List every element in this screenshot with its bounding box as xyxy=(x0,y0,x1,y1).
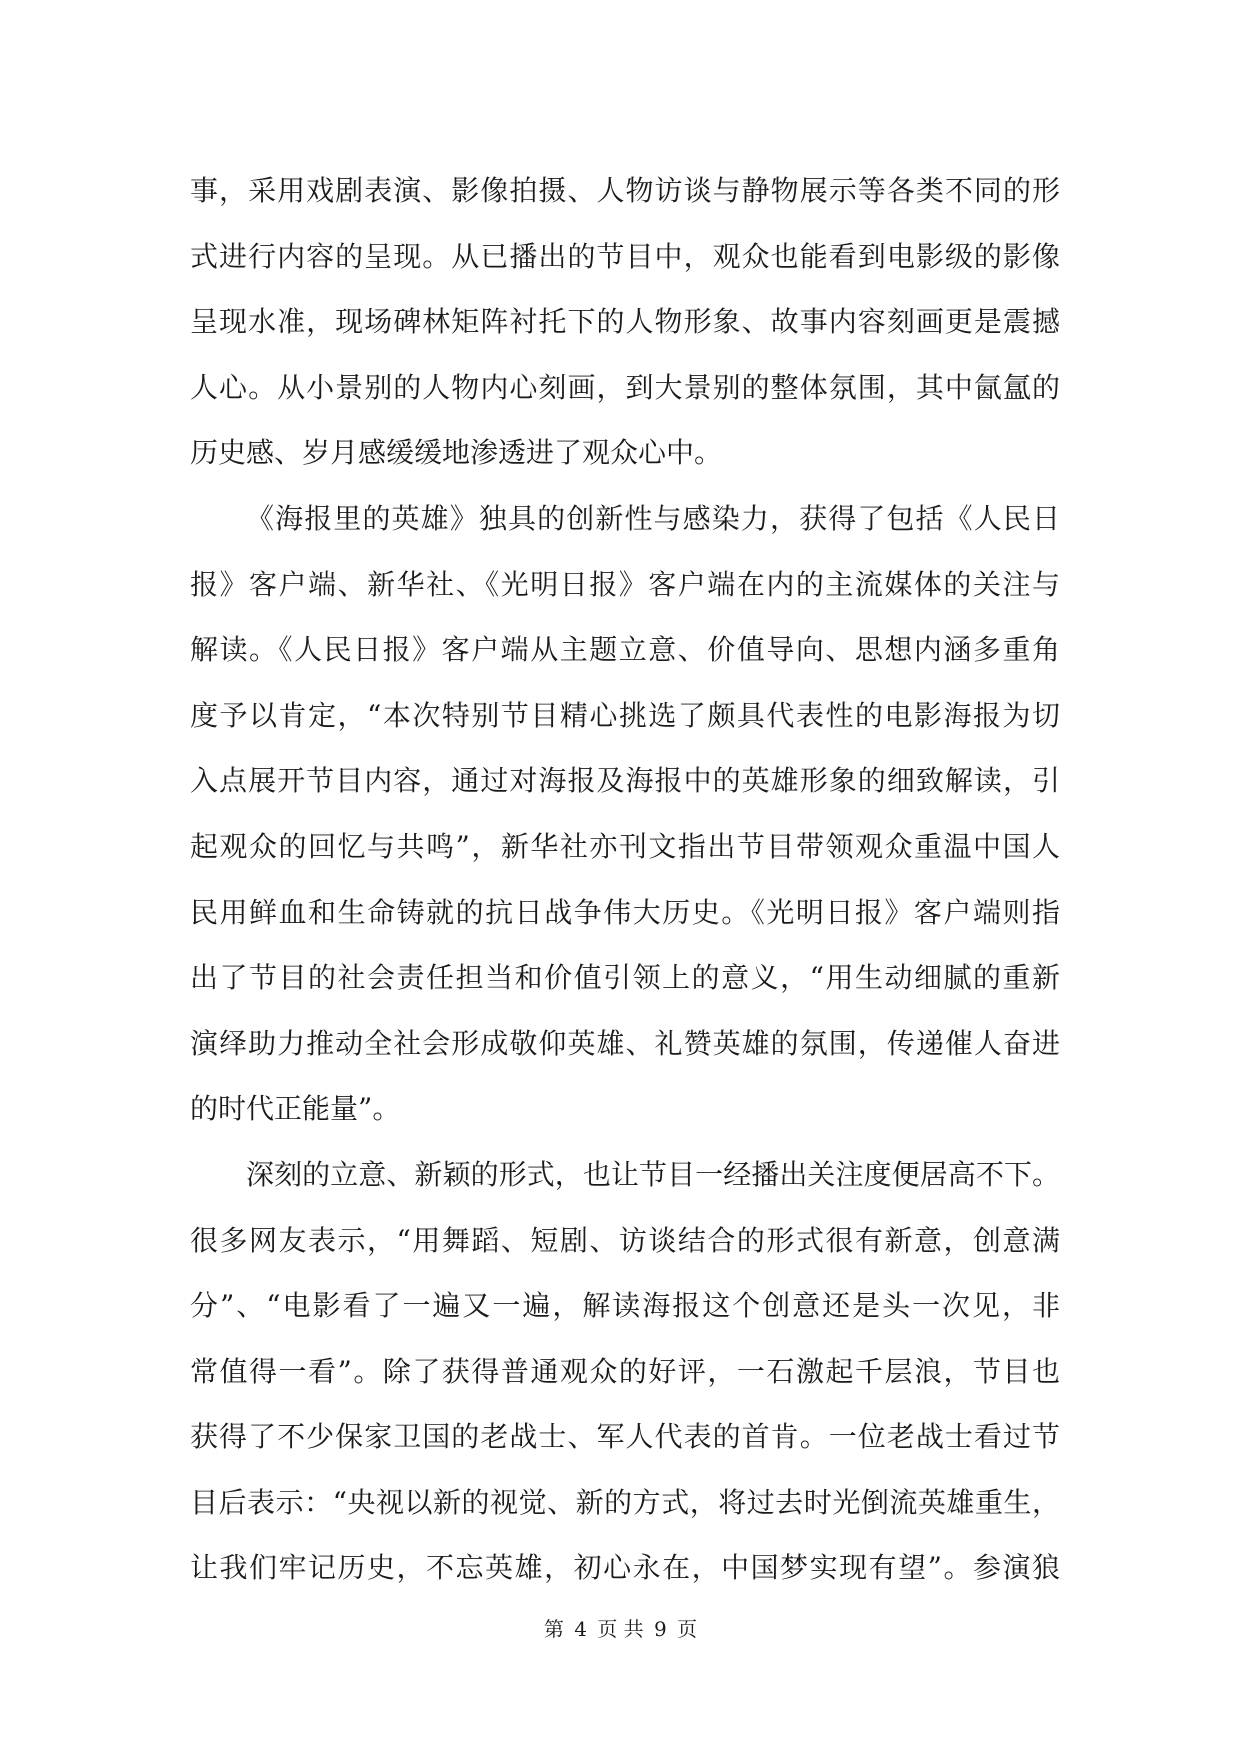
text-line: 目后表示：“央视以新的视觉、新的方式，将过去时光倒流英雄重生， xyxy=(190,1485,1060,1519)
text-line: 历史感、岁月感缓缓地渗透进了观众心中。 xyxy=(190,436,723,470)
text-line: 获得了不少保家卫国的老战士、军人代表的首肯。一位老战士看过节 xyxy=(190,1420,1060,1454)
page-footer xyxy=(0,1614,1241,1644)
text-line: 深刻的立意、新颖的形式，也让节目一经播出关注度便居高不下。 xyxy=(246,1157,1060,1191)
text-line: 让我们牢记历史，不忘英雄，初心永在，中国梦实现有望”。参演狼 xyxy=(190,1551,1060,1585)
text-line: 分”、“电影看了一遍又一遍，解读海报这个创意还是头一次见，非 xyxy=(190,1289,1060,1323)
text-line: 人心。从小景别的人物内心刻画，到大景别的整体氛围，其中氤氲的 xyxy=(190,370,1060,404)
text-line: 出了节目的社会责任担当和价值引领上的意义，“用生动细腻的重新 xyxy=(190,961,1060,995)
text-line: 起观众的回忆与共鸣”，新华社亦刊文指出节目带领观众重温中国人 xyxy=(190,829,1060,863)
paragraph-2 xyxy=(190,486,1060,1142)
text-line: 民用鲜血和生命铸就的抗日战争伟大历史。《光明日报》客户端则指 xyxy=(190,895,1060,929)
text-line: 度予以肯定，“本次特别节目精心挑选了颇具代表性的电影海报为切 xyxy=(190,698,1060,732)
footer-suffix: 页 xyxy=(677,1617,698,1641)
paragraph-3 xyxy=(190,1142,1060,1601)
text-line: 报》客户端、新华社、《光明日报》客户端在内的主流媒体的关注与 xyxy=(190,567,1060,601)
text-line: 入点展开节目内容，通过对海报及海报中的英雄形象的细致解读，引 xyxy=(190,764,1060,798)
text-line: 呈现水准，现场碑林矩阵衬托下的人物形象、故事内容刻画更是震撼 xyxy=(190,305,1060,339)
text-line: 演绎助力推动全社会形成敬仰英雄、礼赞英雄的氛围，传递催人奋进 xyxy=(190,1026,1060,1060)
text-line: 很多网友表示，“用舞蹈、短剧、访谈结合的形式很有新意，创意满 xyxy=(190,1223,1060,1257)
text-line: 的时代正能量”。 xyxy=(190,1092,401,1126)
text-line: 式进行内容的呈现。从已播出的节目中，观众也能看到电影级的影像 xyxy=(190,239,1060,273)
body-text xyxy=(190,158,1060,1601)
paragraph-1 xyxy=(190,158,1060,486)
footer-prefix: 第 xyxy=(543,1617,564,1641)
text-line: 解读。《人民日报》客户端从主题立意、价值导向、思想内涵多重角 xyxy=(190,633,1060,667)
text-line: 《海报里的英雄》独具的创新性与感染力，获得了包括《人民日 xyxy=(246,501,1060,535)
footer-middle: 页 共 xyxy=(597,1617,644,1641)
total-pages: 9 xyxy=(654,1617,667,1641)
page-number: 4 xyxy=(574,1617,587,1641)
text-line: 常值得一看”。除了获得普通观众的好评，一石激起千层浪，节目也 xyxy=(190,1354,1060,1388)
text-line: 事，采用戏剧表演、影像拍摄、人物访谈与静物展示等各类不同的形 xyxy=(190,174,1060,207)
